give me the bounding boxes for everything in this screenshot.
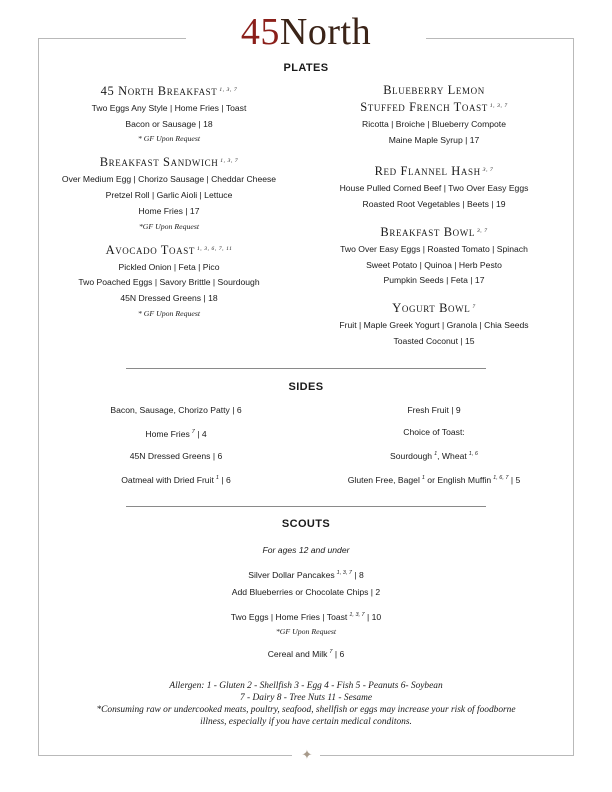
plates-left-column: [40, 82, 298, 328]
item-name: 45 North Breakfast $^{1, 3, 7}$: [100, 84, 238, 98]
restaurant-logo: [0, 8, 612, 56]
side-item: Gluten Free, Bagel $^1$ or English Muffin $^{1, 6, 7}$ | 5: [347, 475, 521, 485]
item-desc: Pickled Onion | Feta | Pico: [118, 261, 220, 272]
item-desc: 45N Dressed Greens | 18: [120, 292, 218, 303]
item-name: Breakfast Sandwich $^{1, 3, 7}$: [99, 155, 239, 170]
allergen-key-line2: 7 - Dairy 8 - Tree Nuts 11 - Sesame: [239, 693, 372, 703]
side-item: Sourdough $^1$, Wheat $^{1, 6}$: [390, 451, 478, 461]
toast-label: Choice of Toast:: [403, 427, 465, 437]
item-name-line1: Blueberry Lemon: [383, 83, 485, 97]
logo-word: North: [279, 11, 372, 53]
sides-title: SIDES: [288, 381, 324, 393]
menu-item: [300, 223, 568, 289]
sides-right-column: [300, 399, 568, 491]
item-desc: Ricotta | Broiche | Blueberry Compote: [362, 119, 506, 129]
side-item: Home Fries $^7$ | 4: [145, 429, 207, 439]
item-name: Yogurt Bowl $^7$: [392, 300, 476, 315]
item-desc: Pretzel Roll | Garlic Aioli | Lettuce: [105, 190, 233, 201]
scouts-title: SCOUTS: [281, 518, 331, 530]
menu-item: [300, 299, 568, 349]
divider: [126, 506, 486, 507]
gf-note: * GF Upon Request: [137, 134, 201, 144]
side-item: 45N Dressed Greens | 6: [129, 451, 223, 461]
menu-item: [300, 82, 568, 148]
menu-item: [40, 82, 298, 145]
menu-item: [40, 153, 298, 232]
scouts-item: Two Eggs | Home Fries | Toast $^{1, 3, 7}$ | 10: [230, 612, 382, 622]
side-item: Oatmeal with Dried Fruit $^1$ | 6: [121, 475, 231, 485]
gf-note: *GF Upon Request: [138, 221, 200, 231]
scouts-addon: Add Blueberries or Chocolate Chips | 2: [231, 587, 381, 597]
scouts-subtitle: For ages 12 and under: [262, 545, 350, 555]
side-item: Fresh Fruit | 9: [407, 405, 461, 415]
logo-number: 45: [240, 11, 280, 53]
gf-note: * GF Upon Request: [137, 308, 201, 318]
menu-item: [40, 241, 298, 320]
allergen-key-line1: Allergen: 1 - Gluten 2 - Shellfish 3 - Egg 4 - Fish 5 - Peanuts 6- Soybean: [169, 681, 443, 691]
item-desc: Pumpkin Seeds | Feta | 17: [383, 275, 485, 286]
plates-title: PLATES: [283, 62, 329, 74]
item-desc: Toasted Coconut | 15: [393, 335, 475, 346]
item-desc: Fruit | Maple Greek Yogurt | Granola | Chia Seeds: [339, 319, 529, 330]
sides-left-column: [60, 399, 292, 491]
item-name: Stuffed French Toast $^{1, 3, 7}$: [360, 100, 508, 114]
scouts-item: Silver Dollar Pancakes $^{1, 3, 7}$ | 8: [248, 570, 364, 580]
scouts-item: Cereal and Milk $^7$ | 6: [267, 649, 345, 659]
item-name: Breakfast Bowl $^{3, 7}$: [380, 224, 488, 239]
plates-right-column: [300, 82, 568, 357]
item-desc: Two Eggs Any Style | Home Fries | Toast: [91, 103, 247, 113]
item-desc: Home Fries | 17: [138, 205, 200, 216]
menu-item: [300, 162, 568, 212]
item-name: Red Flannel Hash $^{3, 7}$: [374, 164, 494, 179]
item-desc: Sweet Potato | Quinoa | Herb Pesto: [366, 259, 502, 270]
item-desc: House Pulled Corned Beef | Two Over Easy Eggs: [339, 183, 529, 194]
item-desc: Two Poached Eggs | Savory Brittle | Sourdough: [78, 277, 260, 288]
compass-icon: ✦: [301, 747, 313, 762]
item-desc: Over Medium Egg | Chorizo Sausage | Cheddar Cheese: [61, 174, 277, 185]
gf-note: *GF Upon Request: [275, 627, 337, 636]
divider: [126, 368, 486, 369]
consumer-warning-line1: *Consuming raw or undercooked meats, poultry, seafood, shellfish or eggs may increase your risk of foodborne: [96, 705, 516, 715]
item-desc: Roasted Root Vegetables | Beets | 19: [362, 199, 506, 210]
side-item: Bacon, Sausage, Chorizo Patty | 6: [110, 405, 242, 415]
consumer-warning-line2: illness, especially if you have certain medical conditons.: [200, 717, 412, 727]
item-desc: Maine Maple Syrup | 17: [388, 134, 480, 145]
item-name: Avocado Toast $^{1, 3, 6, 7, 11}$: [105, 242, 233, 257]
item-desc: Two Over Easy Eggs | Roasted Tomato | Spinach: [340, 243, 528, 254]
item-desc: Bacon or Sausage | 18: [125, 118, 213, 129]
